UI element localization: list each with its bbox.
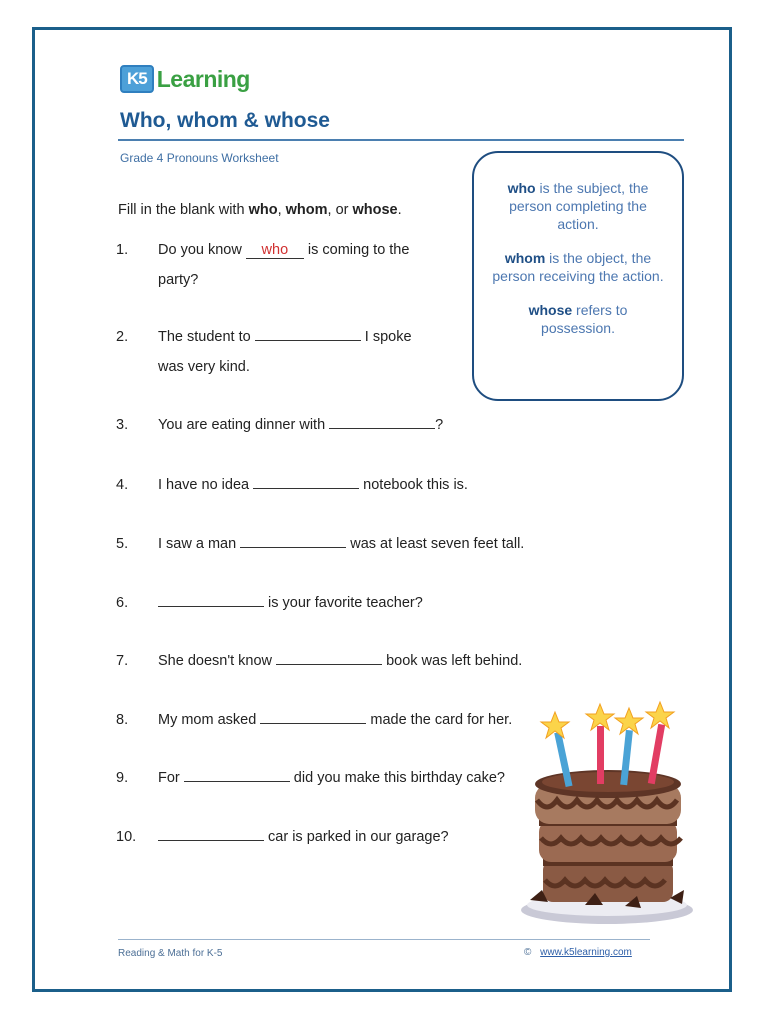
- whose-definition: whose refers to possession.: [528, 302, 628, 336]
- answer-blank-6[interactable]: [158, 591, 264, 607]
- answer-blank-2[interactable]: [255, 325, 361, 341]
- definitions-box: [472, 151, 684, 401]
- instructions: Fill in the blank with who, whom, or whose.: [118, 202, 402, 218]
- answer-blank-8[interactable]: [260, 708, 366, 724]
- answer-blank-5[interactable]: [240, 532, 346, 548]
- worksheet-title: Who, whom & whose: [120, 109, 330, 132]
- who-definition: who is the subject, the person completing the action.: [507, 180, 649, 232]
- answer-blank-4[interactable]: [253, 473, 359, 489]
- whom-definition: whom is the object, the person receiving the action.: [492, 250, 664, 284]
- title-divider: [118, 139, 684, 141]
- answer-blank-7[interactable]: [276, 649, 382, 665]
- footer-tagline: Reading & Math for K-5: [118, 948, 223, 959]
- footer-divider: [118, 939, 650, 940]
- footer-website-link[interactable]: www.k5learning.com: [540, 947, 632, 958]
- candle-flames: [541, 702, 674, 738]
- answer-blank-3[interactable]: [329, 413, 435, 429]
- logo-word: Learning: [156, 65, 250, 92]
- answer-blank-10[interactable]: [158, 825, 264, 841]
- footer-credit: [524, 947, 632, 958]
- cake-body: [530, 770, 684, 908]
- logo-k5-badge: K5: [120, 65, 154, 93]
- answer-blank-9[interactable]: [184, 766, 290, 782]
- k5-learning-logo: [120, 62, 250, 96]
- birthday-cake-illustration: [515, 700, 700, 930]
- copyright-symbol: ©: [524, 947, 532, 958]
- worksheet-subtitle: Grade 4 Pronouns Worksheet: [120, 151, 279, 165]
- answer-blank-1[interactable]: who: [246, 242, 304, 259]
